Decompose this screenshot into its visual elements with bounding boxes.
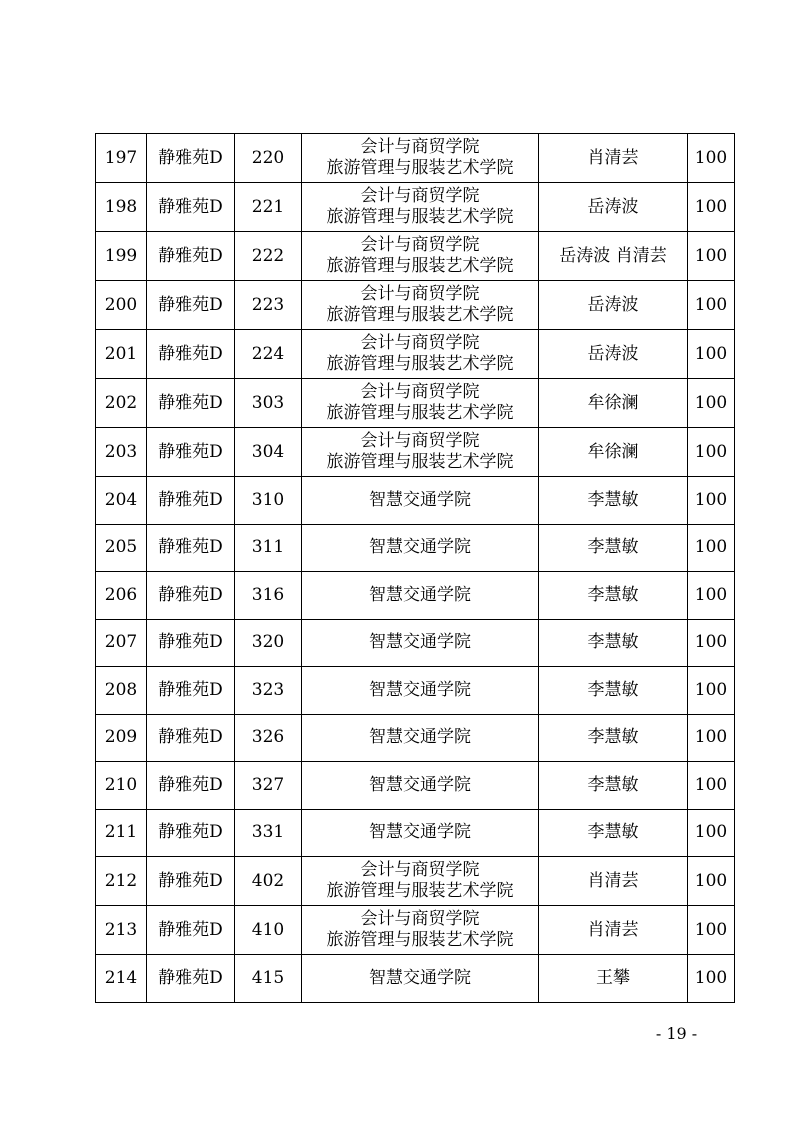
cell-score: 100 — [688, 379, 735, 428]
cell-person: 岳涛波 — [539, 330, 688, 379]
cell-person: 肖清芸 — [539, 906, 688, 955]
college-line: 智慧交通学院 — [369, 774, 471, 795]
cell-person: 李慧敏 — [539, 714, 688, 762]
cell-college — [302, 906, 539, 955]
table-row — [96, 232, 735, 281]
cell-score: 100 — [688, 667, 735, 715]
cell-building: 静雅苑D — [147, 477, 235, 525]
cell-room: 304 — [235, 428, 302, 477]
table-row — [96, 281, 735, 330]
page-number: - 19 - — [655, 1024, 698, 1043]
cell-room: 402 — [235, 857, 302, 906]
cell-building: 静雅苑D — [147, 183, 235, 232]
cell-score: 100 — [688, 524, 735, 572]
table-row — [96, 330, 735, 379]
cell-college — [302, 330, 539, 379]
cell-building: 静雅苑D — [147, 955, 235, 1003]
college-line: 会计与商贸学院 — [360, 284, 480, 304]
college-line: 旅游管理与服装艺术学院 — [326, 881, 514, 901]
cell-number: 211 — [96, 809, 147, 857]
cell-college — [302, 619, 539, 667]
college-line: 会计与商贸学院 — [360, 909, 480, 929]
college-line: 会计与商贸学院 — [360, 137, 480, 157]
cell-person: 李慧敏 — [539, 809, 688, 857]
cell-college — [302, 428, 539, 477]
cell-building: 静雅苑D — [147, 667, 235, 715]
cell-number: 202 — [96, 379, 147, 428]
cell-number: 197 — [96, 134, 147, 183]
cell-number: 212 — [96, 857, 147, 906]
college-line: 旅游管理与服装艺术学院 — [326, 207, 514, 227]
table-row — [96, 762, 735, 810]
cell-college — [302, 524, 539, 572]
cell-score: 100 — [688, 134, 735, 183]
college-line: 旅游管理与服装艺术学院 — [326, 930, 514, 950]
cell-number: 205 — [96, 524, 147, 572]
cell-person: 王攀 — [539, 955, 688, 1003]
cell-building: 静雅苑D — [147, 379, 235, 428]
cell-room: 320 — [235, 619, 302, 667]
cell-building: 静雅苑D — [147, 281, 235, 330]
table-row — [96, 134, 735, 183]
cell-score: 100 — [688, 809, 735, 857]
cell-score: 100 — [688, 955, 735, 1003]
cell-building: 静雅苑D — [147, 906, 235, 955]
cell-person: 李慧敏 — [539, 667, 688, 715]
college-line: 旅游管理与服装艺术学院 — [326, 403, 514, 423]
cell-person: 岳涛波 肖清芸 — [539, 232, 688, 281]
cell-person: 李慧敏 — [539, 477, 688, 525]
cell-number: 203 — [96, 428, 147, 477]
college-line: 会计与商贸学院 — [360, 431, 480, 451]
cell-building: 静雅苑D — [147, 714, 235, 762]
cell-person: 岳涛波 — [539, 281, 688, 330]
college-line: 智慧交通学院 — [369, 727, 471, 748]
college-line: 旅游管理与服装艺术学院 — [326, 305, 514, 325]
cell-room: 222 — [235, 232, 302, 281]
cell-room: 220 — [235, 134, 302, 183]
table-row — [96, 572, 735, 620]
cell-score: 100 — [688, 281, 735, 330]
cell-person: 肖清芸 — [539, 134, 688, 183]
table-row — [96, 809, 735, 857]
college-line: 会计与商贸学院 — [360, 186, 480, 206]
cell-number: 200 — [96, 281, 147, 330]
cell-college — [302, 232, 539, 281]
cell-college — [302, 955, 539, 1003]
cell-college — [302, 477, 539, 525]
cell-college — [302, 572, 539, 620]
cell-number: 214 — [96, 955, 147, 1003]
cell-room: 327 — [235, 762, 302, 810]
cell-score: 100 — [688, 906, 735, 955]
cell-room: 323 — [235, 667, 302, 715]
cell-room: 415 — [235, 955, 302, 1003]
cell-building: 静雅苑D — [147, 428, 235, 477]
table-row — [96, 955, 735, 1003]
college-line: 会计与商贸学院 — [360, 333, 480, 353]
cell-score: 100 — [688, 330, 735, 379]
cell-college — [302, 809, 539, 857]
cell-building: 静雅苑D — [147, 572, 235, 620]
college-line: 智慧交通学院 — [369, 679, 471, 700]
cell-building: 静雅苑D — [147, 232, 235, 281]
cell-college — [302, 667, 539, 715]
cell-person: 李慧敏 — [539, 524, 688, 572]
cell-number: 207 — [96, 619, 147, 667]
cell-person: 牟徐澜 — [539, 379, 688, 428]
cell-college — [302, 183, 539, 232]
table-row — [96, 906, 735, 955]
cell-number: 209 — [96, 714, 147, 762]
cell-college — [302, 281, 539, 330]
cell-number: 201 — [96, 330, 147, 379]
college-line: 智慧交通学院 — [369, 967, 471, 988]
cell-building: 静雅苑D — [147, 857, 235, 906]
cell-score: 100 — [688, 572, 735, 620]
cell-room: 224 — [235, 330, 302, 379]
cell-building: 静雅苑D — [147, 330, 235, 379]
cell-building: 静雅苑D — [147, 134, 235, 183]
college-line: 会计与商贸学院 — [360, 382, 480, 402]
cell-score: 100 — [688, 183, 735, 232]
cell-person: 李慧敏 — [539, 762, 688, 810]
table-row — [96, 667, 735, 715]
cell-college — [302, 714, 539, 762]
cell-person: 肖清芸 — [539, 857, 688, 906]
cell-number: 213 — [96, 906, 147, 955]
cell-number: 208 — [96, 667, 147, 715]
cell-score: 100 — [688, 428, 735, 477]
cell-score: 100 — [688, 714, 735, 762]
cell-room: 316 — [235, 572, 302, 620]
cell-person: 李慧敏 — [539, 572, 688, 620]
table-row — [96, 379, 735, 428]
dormitory-score-table — [95, 133, 735, 1003]
cell-room: 331 — [235, 809, 302, 857]
table-row — [96, 524, 735, 572]
table-row — [96, 619, 735, 667]
college-line: 智慧交通学院 — [369, 584, 471, 605]
table-row — [96, 477, 735, 525]
cell-number: 199 — [96, 232, 147, 281]
cell-room: 303 — [235, 379, 302, 428]
college-line: 智慧交通学院 — [369, 537, 471, 558]
college-line: 旅游管理与服装艺术学院 — [326, 354, 514, 374]
cell-building: 静雅苑D — [147, 809, 235, 857]
cell-number: 206 — [96, 572, 147, 620]
college-line: 智慧交通学院 — [369, 489, 471, 510]
cell-score: 100 — [688, 619, 735, 667]
cell-number: 198 — [96, 183, 147, 232]
college-line: 智慧交通学院 — [369, 632, 471, 653]
cell-college — [302, 379, 539, 428]
cell-college — [302, 762, 539, 810]
table-row — [96, 857, 735, 906]
cell-score: 100 — [688, 232, 735, 281]
cell-room: 221 — [235, 183, 302, 232]
cell-person: 岳涛波 — [539, 183, 688, 232]
cell-college — [302, 857, 539, 906]
table-row — [96, 428, 735, 477]
cell-score: 100 — [688, 477, 735, 525]
college-line: 会计与商贸学院 — [360, 235, 480, 255]
college-line: 旅游管理与服装艺术学院 — [326, 158, 514, 178]
cell-room: 311 — [235, 524, 302, 572]
cell-room: 223 — [235, 281, 302, 330]
cell-room: 410 — [235, 906, 302, 955]
cell-score: 100 — [688, 857, 735, 906]
cell-number: 210 — [96, 762, 147, 810]
cell-person: 牟徐澜 — [539, 428, 688, 477]
cell-room: 310 — [235, 477, 302, 525]
college-line: 旅游管理与服装艺术学院 — [326, 452, 514, 472]
table-row — [96, 714, 735, 762]
cell-building: 静雅苑D — [147, 762, 235, 810]
cell-building: 静雅苑D — [147, 524, 235, 572]
cell-person: 李慧敏 — [539, 619, 688, 667]
college-line: 智慧交通学院 — [369, 822, 471, 843]
cell-room: 326 — [235, 714, 302, 762]
cell-building: 静雅苑D — [147, 619, 235, 667]
college-line: 旅游管理与服装艺术学院 — [326, 256, 514, 276]
college-line: 会计与商贸学院 — [360, 860, 480, 880]
cell-college — [302, 134, 539, 183]
cell-score: 100 — [688, 762, 735, 810]
cell-number: 204 — [96, 477, 147, 525]
table-row — [96, 183, 735, 232]
